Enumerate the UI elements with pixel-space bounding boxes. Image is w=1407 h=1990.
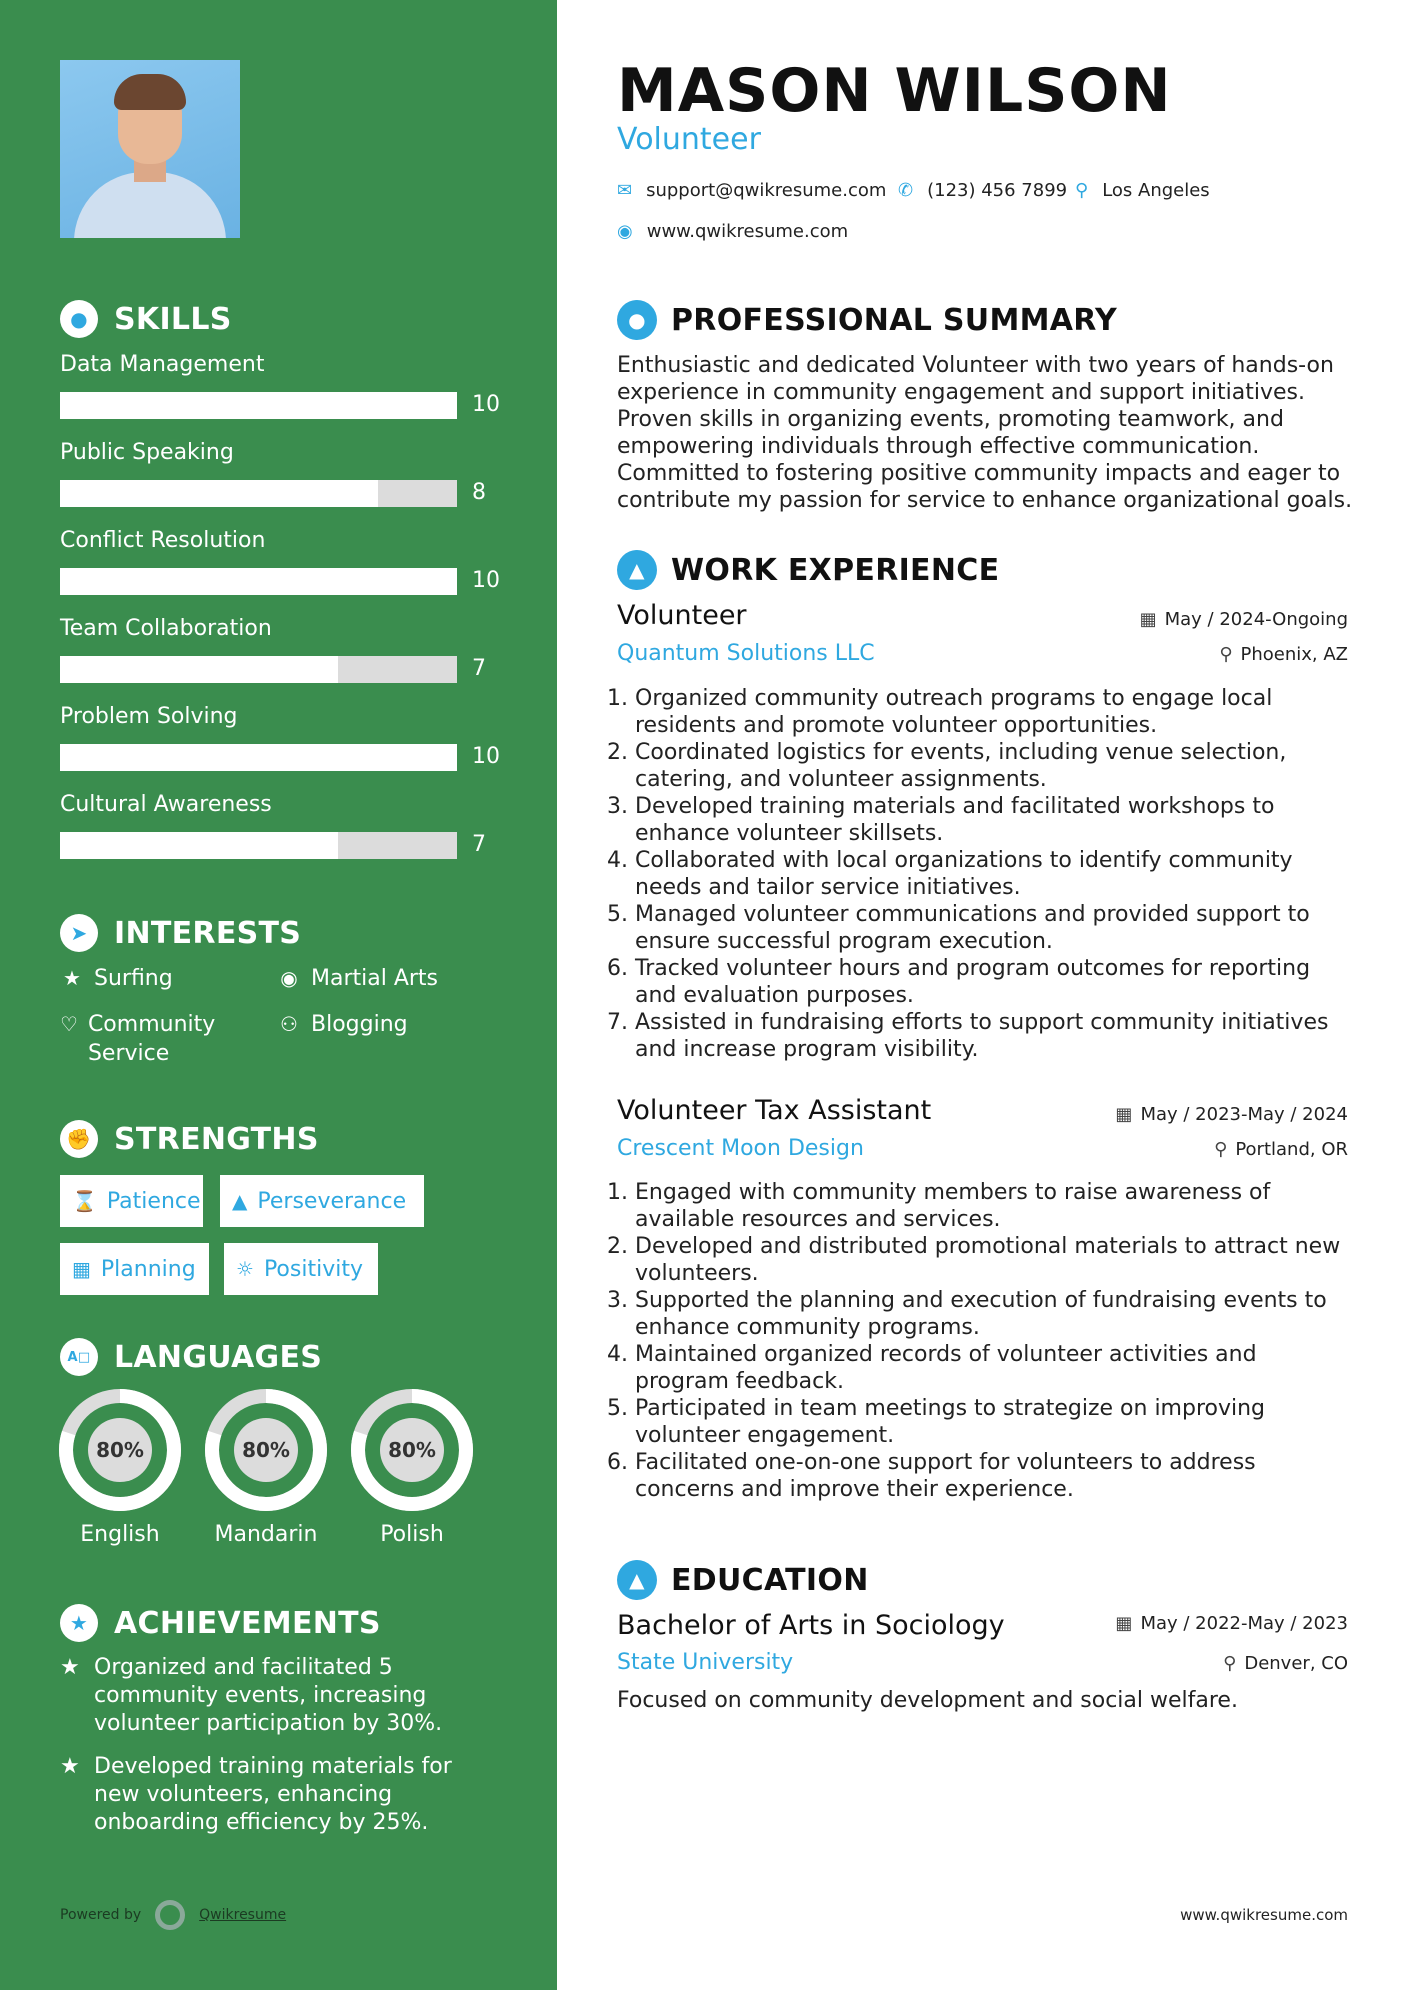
shooting-star-icon: ★ <box>60 1754 80 1779</box>
duty-item: 1. Engaged with community members to raise awareness of available resources and services. <box>635 1179 1357 1233</box>
calendar-icon: ▦ <box>1115 1613 1133 1634</box>
skill-bar <box>60 744 457 771</box>
job-location: ⚲ Portland, OR <box>1214 1139 1348 1160</box>
duty-item: 2. Developed and distributed promotional materials to attract new volunteers. <box>635 1233 1357 1287</box>
paper-plane-icon: ➤ <box>60 914 98 952</box>
skill-value: 7 <box>472 656 486 681</box>
skill-value: 7 <box>472 832 486 857</box>
achievement-item: ★ Organized and facilitated 5 community events, increasing volunteer participation by 30%. <box>60 1655 443 1736</box>
duty-item: 3. Supported the planning and execution of fundraising events to enhance community programs. <box>635 1287 1357 1341</box>
language-name: English <box>80 1522 160 1547</box>
language-percent: 80% <box>388 1438 436 1462</box>
language-percent: 80% <box>242 1438 290 1462</box>
duty-item: 4. Collaborated with local organizations to identify community needs and tailor service initiatives. <box>635 847 1357 901</box>
duty-item: 6. Tracked volunteer hours and program outcomes for reporting and evaluation purposes. <box>635 955 1357 1009</box>
experience-heading: ▲ WORK EXPERIENCE <box>617 550 999 590</box>
company-name: Crescent Moon Design <box>617 1136 864 1161</box>
languages-heading: A□ LANGUAGES <box>60 1338 322 1376</box>
duty-item: 1. Organized community outreach programs to engage local residents and promote volunteer opportunities. <box>635 685 1357 739</box>
job-location: ⚲ Phoenix, AZ <box>1219 644 1348 665</box>
profile-photo <box>60 60 240 238</box>
hand-icon: ♡ <box>60 1012 78 1036</box>
calendar-icon: ▦ <box>1139 609 1157 630</box>
language-name: Mandarin <box>214 1522 318 1547</box>
skill-bar <box>60 392 457 419</box>
job-date: ▦ May / 2024-Ongoing <box>1139 609 1348 630</box>
language-item <box>58 1388 182 1547</box>
sun-icon: ☼ <box>236 1257 254 1281</box>
skill-bar <box>60 832 457 859</box>
skill-value: 10 <box>472 744 500 769</box>
interest-item: ♡ Community Service <box>60 1012 216 1066</box>
candidate-role: Volunteer <box>617 122 761 157</box>
job-duties <box>617 1179 1357 1503</box>
road-icon: ▲ <box>232 1189 248 1213</box>
globe-icon: ◉ <box>280 966 298 990</box>
users-icon: ⚇ <box>280 1012 298 1036</box>
contact-location: ⚲ Los Angeles <box>1075 180 1210 201</box>
interest-item: ★ Surfing <box>60 964 260 993</box>
school-name: State University <box>617 1650 794 1675</box>
skill-value: 10 <box>472 568 500 593</box>
summary-heading: ● PROFESSIONAL SUMMARY <box>617 300 1117 340</box>
education-date: ▦ May / 2022-May / 2023 <box>1115 1613 1348 1634</box>
graduation-cap-icon: ▲ <box>617 1560 657 1600</box>
envelope-icon: ✉ <box>617 180 633 201</box>
company-name: Quantum Solutions LLC <box>617 641 875 666</box>
duty-item: 7. Assisted in fundraising efforts to support community initiatives and increase program visibility. <box>635 1009 1357 1063</box>
achievement-item: ★ Developed training materials for new volunteers, enhancing onboarding efficiency by 25%. <box>60 1754 452 1835</box>
calendar-icon: ▦ <box>72 1257 91 1281</box>
skill-value: 8 <box>472 480 486 505</box>
education-description: Focused on community development and social welfare. <box>617 1688 1238 1713</box>
language-percent: 80% <box>96 1438 144 1462</box>
contact-email[interactable]: ✉ support@qwikresume.com <box>617 180 887 201</box>
qwikresume-logo-icon <box>155 1900 185 1930</box>
footer-website[interactable]: www.qwikresume.com <box>1180 1906 1348 1924</box>
duty-item: 2. Coordinated logistics for events, including venue selection, catering, and volunteer assignments. <box>635 739 1357 793</box>
strength-tag: ▦ Planning <box>60 1243 209 1295</box>
pin-icon: ⚲ <box>1219 644 1233 665</box>
calendar-icon: ▦ <box>1115 1104 1133 1125</box>
duty-item: 3. Developed training materials and facilitated workshops to enhance volunteer skillsets. <box>635 793 1357 847</box>
interests-heading: ➤ INTERESTS <box>60 914 301 952</box>
skill-label: Public Speaking <box>60 440 234 465</box>
skill-label: Conflict Resolution <box>60 528 266 553</box>
duty-item: 5. Participated in team meetings to strategize on improving volunteer engagement. <box>635 1395 1357 1449</box>
strength-tag: ⌛ Patience <box>60 1175 203 1227</box>
duty-item: 6. Facilitated one-on-one support for volunteers to address concerns and improve their experience. <box>635 1449 1357 1503</box>
language-item <box>204 1388 328 1547</box>
globe-icon: ◉ <box>617 221 633 242</box>
job-title: Volunteer <box>617 600 747 631</box>
map-pin-icon: ⚲ <box>1075 180 1089 201</box>
job-title: Volunteer Tax Assistant <box>617 1095 932 1126</box>
duty-item: 5. Managed volunteer communications and provided support to ensure successful program execution. <box>635 901 1357 955</box>
contact-phone[interactable]: ✆ (123) 456 7899 <box>898 180 1068 201</box>
job-date: ▦ May / 2023-May / 2024 <box>1115 1104 1348 1125</box>
duty-item: 4. Maintained organized records of volunteer activities and program feedback. <box>635 1341 1357 1395</box>
briefcase-icon: ▲ <box>617 550 657 590</box>
language-ring <box>350 1388 474 1512</box>
star-icon: ★ <box>63 966 81 990</box>
pin-icon: ⚲ <box>1223 1653 1237 1674</box>
user-icon: ● <box>617 300 657 340</box>
interest-item: ⚇ Blogging <box>277 1010 477 1039</box>
star-badge-icon: ★ <box>60 1604 98 1642</box>
strength-tag: ▲ Perseverance <box>220 1175 424 1227</box>
language-item <box>350 1388 474 1547</box>
translate-icon: A□ <box>60 1338 98 1376</box>
shooting-star-icon: ★ <box>60 1655 80 1680</box>
strength-tag: ☼ Positivity <box>224 1243 378 1295</box>
skill-label: Team Collaboration <box>60 616 272 641</box>
language-ring <box>204 1388 328 1512</box>
job-duties <box>617 685 1357 1063</box>
skills-heading: ● SKILLS <box>60 300 232 338</box>
skill-label: Cultural Awareness <box>60 792 272 817</box>
pin-icon: ⚲ <box>1214 1139 1228 1160</box>
language-name: Polish <box>380 1522 444 1547</box>
candidate-name: MASON WILSON <box>617 56 1172 126</box>
degree-title: Bachelor of Arts in Sociology <box>617 1610 1005 1641</box>
skill-bar <box>60 568 457 595</box>
strengths-heading: ✊ STRENGTHS <box>60 1120 319 1158</box>
summary-text: Enthusiastic and dedicated Volunteer with two years of hands-on experience in community engagement and support initiatives. Proven skills in organizing events, promoting teamwork, and empowering individuals through effective communication. Committed to fostering positive community impacts and eager to contribute my passion for service to enhance organizational goals. <box>617 353 1353 513</box>
sidebar <box>0 0 557 1990</box>
qwikresume-link[interactable]: Qwikresume <box>199 1907 287 1923</box>
lightbulb-icon: ● <box>60 300 98 338</box>
skill-bar <box>60 656 457 683</box>
phone-icon: ✆ <box>898 180 914 201</box>
education-heading: ▲ EDUCATION <box>617 1560 869 1600</box>
fist-icon: ✊ <box>60 1120 98 1158</box>
education-location: ⚲ Denver, CO <box>1223 1653 1348 1674</box>
powered-by: Powered by Qwikresume <box>60 1900 286 1930</box>
skill-bar <box>60 480 457 507</box>
skill-value: 10 <box>472 392 500 417</box>
interest-item: ◉ Martial Arts <box>277 964 477 993</box>
contact-website[interactable]: ◉ www.qwikresume.com <box>617 221 849 242</box>
achievements-heading: ★ ACHIEVEMENTS <box>60 1604 381 1642</box>
skill-label: Problem Solving <box>60 704 238 729</box>
skill-label: Data Management <box>60 352 265 377</box>
hourglass-icon: ⌛ <box>72 1189 97 1213</box>
language-ring <box>58 1388 182 1512</box>
